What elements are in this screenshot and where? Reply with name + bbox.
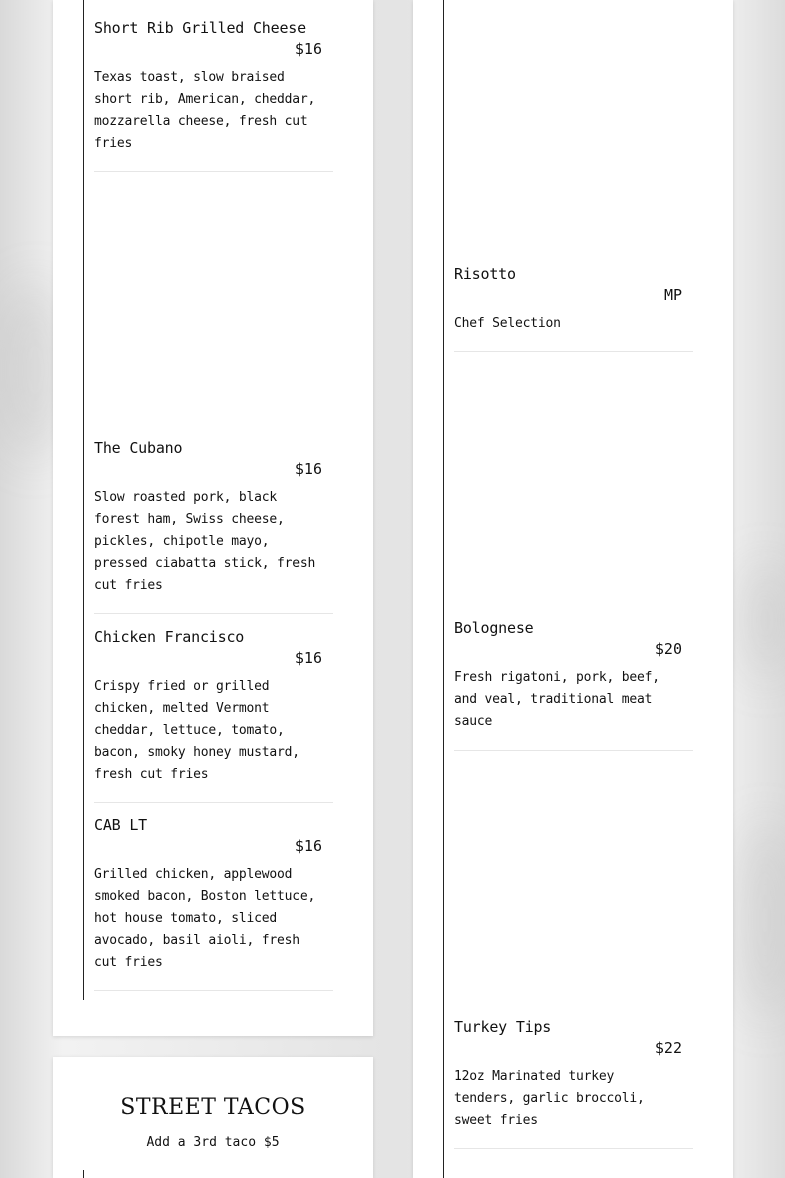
divider xyxy=(454,750,693,751)
section-title: STREET TACOS xyxy=(120,1095,306,1120)
menu-item-description: Crispy fried or grilled chicken, melted Vermont cheddar, lettuce, tomato, bacon, smoky honey mustard, fresh cut fries xyxy=(94,679,300,782)
menu-item-name: Risotto xyxy=(454,265,516,283)
menu-item-name: Bolognese xyxy=(454,619,534,637)
menu-item-price: MP xyxy=(663,286,682,304)
menu-item-description: Texas toast, slow braised short rib, American, cheddar, mozzarella cheese, fresh cut fries xyxy=(94,70,316,151)
menu-item-description: Fresh rigatoni, pork, beef, and veal, traditional meat sauce xyxy=(454,670,660,729)
divider xyxy=(94,990,333,991)
menu-item-description: Slow roasted pork, black forest ham, Swiss cheese, pickles, chipotle mayo, pressed ciabatta stick, fresh cut fries xyxy=(94,490,316,593)
menu-item-name: Turkey Tips xyxy=(454,1018,552,1036)
menu-item-price: $16 xyxy=(294,40,322,58)
menu-item-name: CAB LT xyxy=(94,816,147,834)
menu-item xyxy=(454,1017,693,1132)
street-tacos-card xyxy=(53,1057,373,1178)
menu-item xyxy=(94,815,333,974)
menu-item-description: Chef Selection xyxy=(454,316,561,331)
divider xyxy=(454,351,693,352)
menu-item-name: Short Rib Grilled Cheese xyxy=(94,19,306,37)
divider xyxy=(94,171,333,172)
menu-item xyxy=(454,618,693,733)
left-border-line xyxy=(83,1170,84,1178)
left-border-line xyxy=(83,0,84,1000)
menu-item-description: Grilled chicken, applewood smoked bacon, Boston lettuce, hot house tomato, sliced avocado, basil aioli, fresh cut fries xyxy=(94,867,316,970)
divider xyxy=(454,1148,693,1149)
menu-item-price: $16 xyxy=(294,460,322,478)
divider xyxy=(94,802,333,803)
menu-item-price: $16 xyxy=(294,649,322,667)
left-menu-card xyxy=(53,0,373,1036)
menu-item-name: Chicken Francisco xyxy=(94,628,245,646)
menu-item-price: $20 xyxy=(654,640,682,658)
left-border-line xyxy=(443,0,444,1178)
menu-item xyxy=(454,264,693,335)
divider xyxy=(94,613,333,614)
menu-item xyxy=(94,438,333,597)
section-note: Add a 3rd taco $5 xyxy=(146,1135,280,1150)
menu-item-price: $16 xyxy=(294,837,322,855)
background-marble xyxy=(735,820,785,1020)
background-marble xyxy=(740,560,785,680)
menu-item-name: The Cubano xyxy=(94,439,183,457)
menu-item xyxy=(94,627,333,786)
menu-item-price: $22 xyxy=(654,1039,682,1057)
right-menu-card xyxy=(413,0,733,1178)
menu-item xyxy=(94,18,333,155)
menu-item-description: 12oz Marinated turkey tenders, garlic broccoli, sweet fries xyxy=(454,1069,645,1128)
